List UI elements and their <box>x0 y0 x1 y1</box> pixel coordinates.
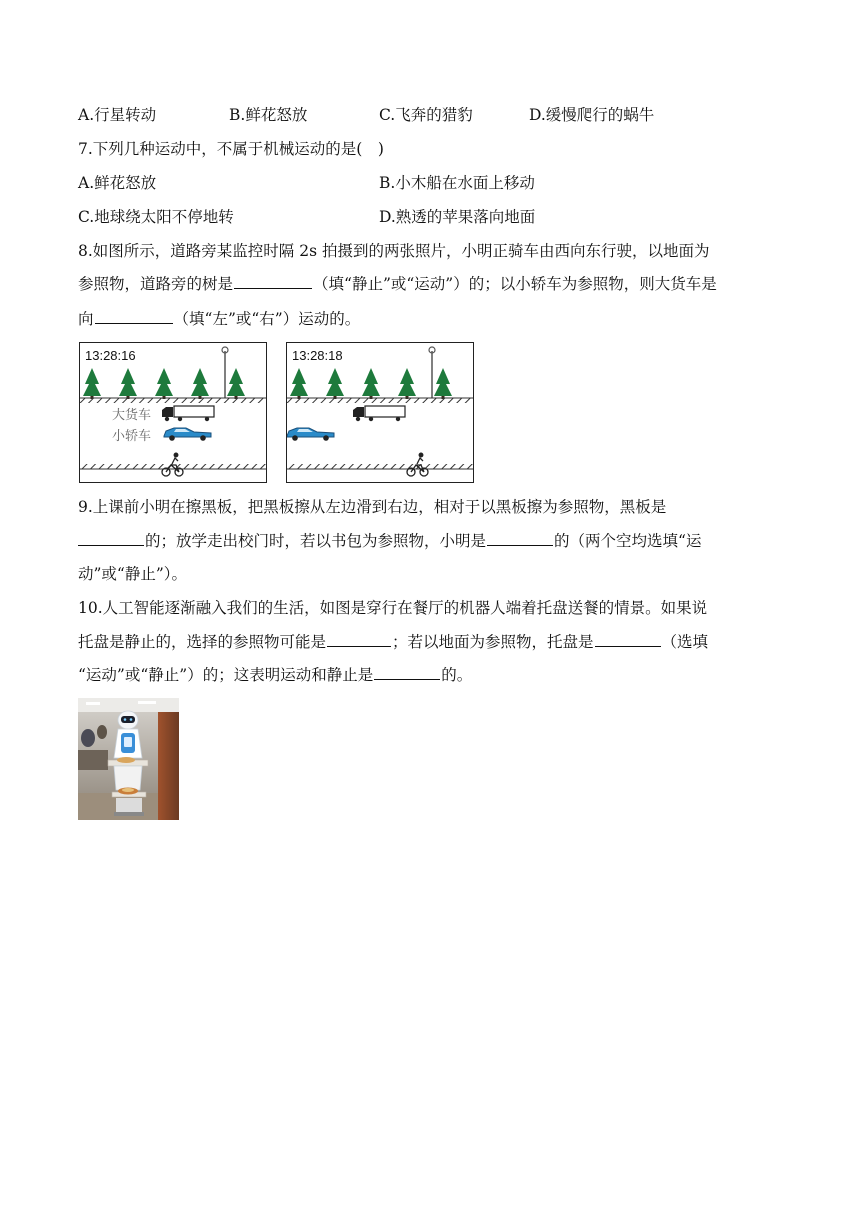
q10-blank-2[interactable] <box>595 632 661 647</box>
tree-icon <box>434 368 452 399</box>
q10-line-2-text-a: 托盘是静止的，选择的参照物可能是 <box>78 633 327 651</box>
q10-blank-3[interactable] <box>374 665 440 680</box>
q10-blank-1[interactable] <box>327 632 391 647</box>
q10-line-2-text-c: （选填 <box>661 633 709 651</box>
q8-line-2-text-b: （填“静止”或“运动”）的；以小轿车为参照物，则大货车是 <box>313 275 717 293</box>
q10-line-2 <box>78 631 708 653</box>
q10-line-2-text-b: ；若以地面为参照物，托盘是 <box>392 633 594 651</box>
robot-waiter-photo <box>78 698 179 820</box>
road-edge-bottom <box>287 464 473 469</box>
q8-line-2 <box>78 273 717 295</box>
road-scene-right <box>287 343 473 482</box>
q8-blank-2[interactable] <box>95 309 173 324</box>
tree-icon <box>326 368 344 399</box>
q10-line-3-text-b: 的。 <box>441 666 473 684</box>
road-edge-top <box>80 398 266 403</box>
q8-line-3-text-b: （填“左”或“右”）运动的。 <box>173 310 361 328</box>
tree-icon <box>155 368 173 399</box>
tree-icon <box>290 368 308 399</box>
q8-figure-right-panel <box>286 342 474 483</box>
tree-icon <box>119 368 137 399</box>
q6-option-a: A.行星转动 <box>78 106 157 124</box>
street-lamp-icon <box>429 347 435 398</box>
tree-icon <box>398 368 416 399</box>
truck-label: 大货车 <box>112 407 152 422</box>
tree-icon <box>362 368 380 399</box>
q7-option-d: D.熟透的苹果落向地面 <box>379 208 536 226</box>
street-lamp-icon <box>222 347 228 398</box>
q7-option-a: A.鲜花怒放 <box>78 174 157 192</box>
q10-line-3-text-a: “运动”或“静止”）的；这表明运动和静止是 <box>78 666 374 684</box>
q9-blank-2[interactable] <box>487 531 553 546</box>
truck-icon <box>353 406 405 421</box>
q8-line-1: 8.如图所示，道路旁某监控时隔 2s 拍摄到的两张照片，小明正骑车由西向东行驶，以地面为 <box>78 242 710 260</box>
q9-line-1: 9.上课前小明在擦黑板，把黑板擦从左边滑到右边，相对于以黑板擦为参照物，黑板是 <box>78 498 667 516</box>
robot-waiter-image <box>78 698 179 820</box>
q8-figure-left-panel <box>79 342 267 483</box>
car-icon <box>287 428 334 441</box>
q8-line-3 <box>78 308 360 330</box>
q9-line-2-text-b: 的（两个空均选填“运 <box>554 532 702 550</box>
q9-line-3: 动”或“静止”）。 <box>78 565 188 583</box>
timestamp-right: 13:28:18 <box>292 348 343 363</box>
q10-line-3 <box>78 664 472 686</box>
tree-icon <box>191 368 209 399</box>
tree-icon <box>227 368 245 399</box>
road-edge-top <box>287 398 473 403</box>
q6-option-d: D.缓慢爬行的蜗牛 <box>529 106 655 124</box>
q8-line-2-text-a: 参照物，道路旁的树是 <box>78 275 234 293</box>
q9-line-2-text-a: 的；放学走出校门时，若以书包为参照物，小明是 <box>145 532 487 550</box>
q8-blank-1[interactable] <box>234 274 312 289</box>
timestamp-left: 13:28:16 <box>85 348 136 363</box>
q8-line-3-text-a: 向 <box>78 310 94 328</box>
q9-line-2 <box>78 530 701 552</box>
car-icon <box>164 428 211 441</box>
q9-blank-1[interactable] <box>78 531 144 546</box>
truck-icon <box>162 406 214 421</box>
q7-option-c: C.地球绕太阳不停地转 <box>78 208 234 226</box>
q6-option-b: B.鲜花怒放 <box>229 106 308 124</box>
q10-line-1: 10.人工智能逐渐融入我们的生活，如图是穿行在餐厅的机器人端着托盘送餐的情景。如果说 <box>78 599 708 617</box>
q7-stem: 7.下列几种运动中，不属于机械运动的是( ) <box>78 140 384 158</box>
tree-icon <box>83 368 101 399</box>
road-scene-left <box>80 343 266 482</box>
q6-option-c: C.飞奔的猎豹 <box>379 106 473 124</box>
car-label: 小轿车 <box>112 428 152 443</box>
q7-option-b: B.小木船在水面上移动 <box>379 174 535 192</box>
